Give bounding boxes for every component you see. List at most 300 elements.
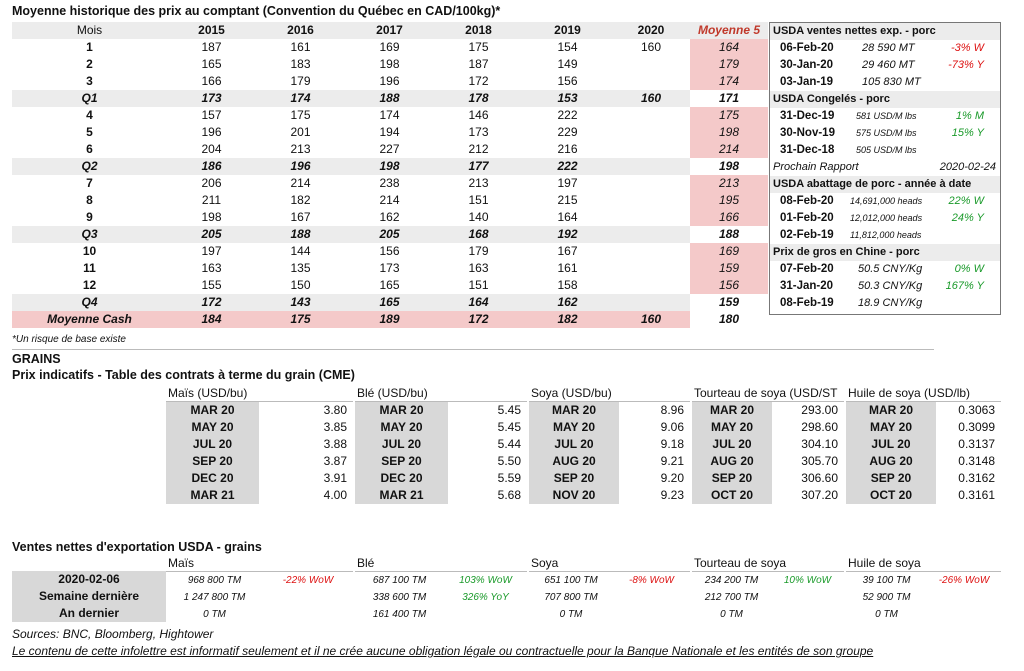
hist-cell: 135: [290, 261, 311, 275]
hist-cell: 196: [379, 74, 400, 88]
exports-label-col: [12, 571, 166, 622]
usda-data-row: [770, 142, 1000, 159]
grain-row: [355, 453, 527, 470]
hist-cell: [612, 107, 690, 124]
export-header: Tourteau de soya: [692, 555, 844, 572]
hist-cell: [612, 209, 690, 226]
hist-cell: 205: [167, 226, 256, 243]
grain-header: Maïs (USD/bu): [166, 385, 353, 402]
export-value: 212 700 TM: [704, 592, 759, 603]
hist-cell: 157: [201, 108, 222, 122]
grain-column: [166, 385, 353, 504]
hist-cell: 214: [290, 176, 311, 190]
next-report-label: Prochain Rapport: [773, 161, 859, 173]
contract-month: JUL 20: [846, 436, 936, 453]
hist-cell: 160: [612, 311, 690, 328]
hist-cell: 198: [379, 57, 400, 71]
usda-data-row: [770, 295, 1000, 312]
usda-data-row: [770, 40, 1000, 57]
hist-row-label: Q2: [12, 158, 167, 175]
hist-cell: 171: [690, 90, 768, 107]
contract-month: MAY 20: [355, 419, 448, 436]
hist-cell: [612, 158, 690, 175]
usda-pork-panel: [769, 22, 1001, 315]
contract-price: 9.23: [660, 488, 684, 502]
grain-row: [692, 436, 844, 453]
contract-month: JUL 20: [166, 436, 259, 453]
hist-row-label: 10: [82, 244, 97, 258]
hist-cell: 198: [690, 158, 768, 175]
hist-cell: 227: [379, 142, 400, 156]
hist-header-cell: Moyenne 5: [690, 22, 768, 39]
hist-cell: 177: [434, 158, 523, 175]
hist-cell: 206: [201, 176, 222, 190]
contract-price: 298.60: [801, 420, 838, 434]
usda-value: 50.3 CNY/Kg: [858, 280, 923, 292]
export-change: 103% WoW: [459, 575, 512, 586]
usda-date: 02-Feb-19: [780, 229, 834, 241]
hist-header-cell: Mois: [12, 22, 167, 39]
hist-header-cell: 2018: [434, 22, 523, 39]
contract-month: MAR 20: [166, 402, 259, 419]
exports-row-label: Semaine dernière: [38, 589, 140, 603]
export-value: 968 800 TM: [187, 575, 242, 586]
hist-cell: 166: [201, 74, 222, 88]
grain-row: [692, 402, 844, 419]
grain-row: [529, 419, 690, 436]
hist-cell: 143: [256, 294, 345, 311]
hist-cell: 173: [468, 125, 489, 139]
hist-cell: 172: [468, 74, 489, 88]
hist-cell: 212: [468, 142, 489, 156]
hist-row: [12, 311, 768, 328]
contract-price: 5.59: [497, 471, 521, 485]
grain-row: [692, 487, 844, 504]
grain-row: [846, 436, 1001, 453]
hist-row-label: Q1: [12, 90, 167, 107]
usda-data-row: [770, 210, 1000, 227]
hist-cell: [612, 226, 690, 243]
export-header: Maïs: [166, 555, 353, 572]
hist-cell: 198: [201, 210, 222, 224]
grain-row: [166, 470, 353, 487]
contract-month: SEP 20: [846, 470, 936, 487]
hist-row-label: 2: [86, 57, 93, 71]
grains-title: GRAINS: [12, 352, 61, 366]
divider: [12, 349, 934, 350]
disclaimer: Le contenu de cette infolettre est informatif seulement et il ne crée aucune obligation légale ou contractuelle pour la Banque Nationale et les entités de son groupe: [12, 644, 874, 658]
usda-value: 50.5 CNY/Kg: [858, 263, 923, 275]
hist-cell: 198: [690, 124, 768, 141]
contract-price: 5.45: [497, 420, 521, 434]
hist-row-label: 7: [86, 176, 93, 190]
hist-row: [12, 294, 768, 311]
usda-change: 15% Y: [951, 127, 984, 139]
hist-cell: 174: [256, 90, 345, 107]
export-row: [529, 606, 690, 623]
export-change: -8% WoW: [629, 575, 674, 586]
hist-cell: 187: [201, 40, 222, 54]
usda-date: 30-Jan-20: [780, 59, 834, 71]
hist-cell: 186: [167, 158, 256, 175]
hist-cell: 182: [523, 311, 612, 328]
exports-title: Ventes nettes d'exportation USDA - grains: [12, 540, 262, 554]
grain-column: [692, 385, 844, 504]
export-row: [846, 606, 1001, 623]
grain-row: [166, 436, 353, 453]
usda-date: 31-Jan-20: [780, 280, 834, 292]
contract-month: MAR 20: [355, 402, 448, 419]
export-row: [166, 606, 353, 623]
contract-price: 9.20: [660, 471, 684, 485]
export-column: [166, 555, 353, 623]
hist-cell: 140: [468, 210, 489, 224]
hist-cell: 146: [468, 108, 489, 122]
hist-row: [12, 209, 768, 226]
contract-month: MAR 20: [529, 402, 619, 419]
hist-row-label: 8: [86, 193, 93, 207]
grain-row: [355, 402, 527, 419]
hist-cell: 159: [690, 294, 768, 311]
next-report-row: [770, 159, 1000, 176]
contract-month: SEP 20: [166, 453, 259, 470]
grain-row: [692, 470, 844, 487]
export-change: -22% WoW: [282, 575, 334, 586]
export-row: [846, 589, 1001, 606]
hist-row: [12, 56, 768, 73]
hist-cell: 214: [690, 141, 768, 158]
contract-price: 9.21: [660, 454, 684, 468]
usda-data-row: [770, 227, 1000, 244]
usda-date: 31-Dec-19: [780, 110, 835, 122]
grain-header: Tourteau de soya (USD/ST: [692, 385, 844, 402]
contract-price: 9.06: [660, 420, 684, 434]
contract-month: DEC 20: [355, 470, 448, 487]
sources: Sources: BNC, Bloomberg, Hightower: [12, 627, 214, 641]
hist-cell: 156: [690, 277, 768, 294]
next-report-date: 2020-02-24: [939, 161, 996, 173]
export-column: [355, 555, 527, 623]
export-row: [355, 606, 527, 623]
hist-row: [12, 243, 768, 260]
export-row: [692, 606, 844, 623]
hist-row-label: 9: [86, 210, 93, 224]
usda-data-row: [770, 74, 1000, 91]
hist-cell: 162: [379, 210, 400, 224]
contract-price: 4.00: [323, 488, 347, 502]
hist-cell: 213: [468, 176, 489, 190]
hist-cell: [612, 175, 690, 192]
grain-row: [529, 453, 690, 470]
contract-month: JUL 20: [529, 436, 619, 453]
contract-price: 306.60: [801, 471, 838, 485]
hist-cell: 154: [557, 40, 578, 54]
hist-cell: 169: [379, 40, 400, 54]
contract-price: 3.87: [323, 454, 347, 468]
hist-row-label: 6: [86, 142, 93, 156]
export-value: 0 TM: [875, 609, 898, 620]
hist-row-label: 12: [82, 278, 97, 292]
hist-cell: 188: [256, 226, 345, 243]
export-value: 707 800 TM: [544, 592, 598, 603]
usda-change: 167% Y: [945, 280, 984, 292]
hist-cell: 167: [557, 244, 578, 258]
hist-row: [12, 107, 768, 124]
grains-subtitle: Prix indicatifs - Table des contrats à terme du grain (CME): [12, 368, 355, 382]
export-header: Blé: [355, 555, 527, 572]
hist-cell: 204: [201, 142, 222, 156]
hist-cell: 144: [290, 244, 311, 258]
grain-header: Soya (USD/bu): [529, 385, 690, 402]
hist-cell: 229: [557, 125, 578, 139]
hist-cell: 172: [434, 311, 523, 328]
hist-row: [12, 141, 768, 158]
contract-month: OCT 20: [846, 487, 936, 504]
usda-section-title: USDA ventes nettes exp. - porc: [770, 23, 1000, 40]
hist-cell: 211: [201, 193, 222, 207]
usda-value: 28 590 MT: [862, 42, 915, 54]
hist-cell: 156: [557, 74, 578, 88]
hist-cell: 164: [434, 294, 523, 311]
usda-value: 505 USD/M lbs: [856, 145, 917, 155]
contract-price: 0.3161: [958, 488, 995, 502]
hist-cell: 197: [557, 176, 578, 190]
usda-change: 22% W: [948, 195, 984, 207]
hist-cell: 174: [379, 108, 400, 122]
export-value: 687 100 TM: [372, 575, 427, 586]
hist-cell: [612, 192, 690, 209]
usda-data-row: [770, 278, 1000, 295]
hist-cell: 188: [690, 226, 768, 243]
hist-row-label: 4: [86, 108, 93, 122]
hist-row: [12, 39, 768, 56]
contract-price: 5.44: [497, 437, 521, 451]
usda-change: 24% Y: [951, 212, 984, 224]
usda-section-title: Prix de gros en Chine - porc: [770, 244, 1000, 261]
grain-row: [529, 436, 690, 453]
usda-data-row: [770, 125, 1000, 142]
grain-row: [355, 419, 527, 436]
hist-cell: 179: [290, 74, 311, 88]
contract-price: 0.3099: [958, 420, 995, 434]
exports-row-label: 2020-02-06: [58, 572, 120, 586]
contract-month: MAY 20: [692, 419, 772, 436]
usda-date: 01-Feb-20: [780, 212, 834, 224]
grain-row: [355, 436, 527, 453]
export-change: 326% YoY: [462, 592, 509, 603]
hist-cell: 222: [557, 108, 578, 122]
hist-cell: 196: [256, 158, 345, 175]
hist-cell: 173: [167, 90, 256, 107]
export-row: [355, 589, 527, 606]
export-header: Huile de soya: [846, 555, 1001, 572]
hist-header-cell: 2015: [167, 22, 256, 39]
grain-row: [846, 419, 1001, 436]
hist-cell: 161: [557, 261, 578, 275]
hist-cell: 175: [690, 107, 768, 124]
contract-month: SEP 20: [692, 470, 772, 487]
usda-value: 11,812,000 heads: [850, 230, 922, 240]
grain-row: [355, 487, 527, 504]
hist-row-label: 11: [83, 261, 96, 275]
contract-price: 0.3162: [958, 471, 995, 485]
export-row: [355, 572, 527, 589]
usda-value: 29 460 MT: [862, 59, 915, 71]
hist-cell: 195: [690, 192, 768, 209]
hist-row: [12, 158, 768, 175]
usda-section-title: USDA abattage de porc - année à date: [770, 176, 1000, 193]
hist-cell: 149: [557, 57, 578, 71]
usda-change: -73% Y: [948, 59, 984, 71]
hist-cell: 192: [523, 226, 612, 243]
contract-price: 8.96: [660, 403, 684, 417]
hist-cell: [612, 124, 690, 141]
contract-price: 3.91: [323, 471, 347, 485]
hist-row-label: 3: [86, 74, 93, 88]
contract-month: OCT 20: [692, 487, 772, 504]
usda-value: 14,691,000 heads: [850, 196, 923, 206]
export-value: 0 TM: [559, 609, 583, 620]
hist-cell: 153: [523, 90, 612, 107]
hist-cell: 188: [345, 90, 434, 107]
hist-row-label: 5: [86, 125, 93, 139]
export-value: 39 100 TM: [862, 575, 911, 586]
usda-date: 07-Feb-20: [780, 263, 834, 275]
hist-cell: 179: [690, 56, 768, 73]
hist-cell: 164: [557, 210, 578, 224]
contract-month: MAR 20: [692, 402, 772, 419]
grain-row: [692, 419, 844, 436]
hist-cell: 161: [290, 40, 311, 54]
contract-month: DEC 20: [166, 470, 259, 487]
hist-cell: 159: [690, 260, 768, 277]
hist-cell: 187: [468, 57, 489, 71]
hist-row-label: 1: [86, 40, 93, 54]
export-row: [529, 589, 690, 606]
hist-cell: 151: [468, 193, 489, 207]
usda-change: 0% W: [954, 263, 984, 275]
hist-cell: 174: [690, 73, 768, 90]
hist-cell: 156: [379, 244, 400, 258]
export-row: [166, 572, 353, 589]
hist-cell: 213: [290, 142, 311, 156]
hist-cell: 175: [468, 40, 489, 54]
usda-value: 575 USD/M lbs: [856, 128, 917, 138]
export-value: 234 200 TM: [704, 575, 759, 586]
hist-cell: 167: [290, 210, 311, 224]
export-value: 338 600 TM: [372, 592, 427, 603]
contract-month: AUG 20: [692, 453, 772, 470]
usda-data-row: [770, 193, 1000, 210]
grain-row: [166, 453, 353, 470]
hist-cell: 160: [612, 90, 690, 107]
hist-cell: 214: [379, 193, 400, 207]
export-value: 52 900 TM: [862, 592, 911, 603]
grain-row: [166, 402, 353, 419]
usda-value: 581 USD/M lbs: [856, 111, 917, 121]
hist-title: Moyenne historique des prix au comptant (Convention du Québec en CAD/100kg)*: [12, 4, 501, 18]
contract-price: 3.88: [323, 437, 347, 451]
hist-cell: 205: [345, 226, 434, 243]
contract-month: MAR 20: [846, 402, 936, 419]
usda-change: -3% W: [951, 42, 984, 54]
hist-cell: 165: [345, 294, 434, 311]
hist-cell: [612, 73, 690, 90]
contract-price: 9.18: [660, 437, 684, 451]
grain-row: [166, 487, 353, 504]
usda-date: 06-Feb-20: [780, 42, 834, 54]
contract-month: SEP 20: [355, 453, 448, 470]
hist-cell: 160: [640, 40, 662, 54]
export-row: [692, 572, 844, 589]
hist-cell: 179: [468, 244, 489, 258]
hist-cell: 183: [290, 57, 311, 71]
grain-row: [355, 470, 527, 487]
export-change: 10% WoW: [783, 575, 832, 586]
hist-cell: [612, 141, 690, 158]
hist-cell: 197: [201, 244, 222, 258]
hist-row: [12, 192, 768, 209]
grain-row: [692, 453, 844, 470]
hist-cell: 222: [523, 158, 612, 175]
grain-row: [166, 419, 353, 436]
contract-price: 3.85: [323, 420, 347, 434]
hist-cell: 189: [345, 311, 434, 328]
hist-cell: 215: [557, 193, 578, 207]
usda-date: 30-Nov-19: [780, 127, 835, 139]
hist-header-cell: 2016: [256, 22, 345, 39]
hist-cell: 182: [290, 193, 311, 207]
hist-row-label: Q4: [12, 294, 167, 311]
hist-footnote: *Un risque de base existe: [12, 334, 126, 345]
exports-row-label: An dernier: [58, 606, 119, 620]
hist-cell: 201: [290, 125, 311, 139]
hist-row-label: Q3: [12, 226, 167, 243]
grain-column: [355, 385, 527, 504]
export-row: [692, 589, 844, 606]
hist-cell: 158: [557, 278, 578, 292]
hist-cell: 165: [201, 57, 222, 71]
usda-date: 08-Feb-19: [780, 297, 834, 309]
contract-month: MAY 20: [166, 419, 259, 436]
hist-header-cell: 2020: [612, 22, 690, 39]
hist-cell: [612, 56, 690, 73]
hist-cell: 172: [167, 294, 256, 311]
usda-section-title: USDA Congelés - porc: [770, 91, 1000, 108]
grain-row: [846, 402, 1001, 419]
contract-month: MAR 21: [166, 487, 259, 504]
hist-row: [12, 277, 768, 294]
usda-data-row: [770, 57, 1000, 74]
usda-date: 03-Jan-19: [780, 76, 834, 88]
grain-column: [529, 385, 690, 504]
grain-row: [846, 453, 1001, 470]
grain-row: [529, 470, 690, 487]
hist-cell: 178: [434, 90, 523, 107]
hist-row: [12, 73, 768, 90]
hist-row: [12, 260, 768, 277]
usda-data-row: [770, 108, 1000, 125]
contract-price: 0.3148: [958, 454, 995, 468]
hist-cell: 163: [201, 261, 222, 275]
grain-header: Blé (USD/bu): [355, 385, 527, 402]
hist-row: [12, 226, 768, 243]
hist-cell: 150: [290, 278, 311, 292]
contract-month: AUG 20: [846, 453, 936, 470]
hist-cell: 155: [201, 278, 222, 292]
contract-price: 305.70: [801, 454, 838, 468]
contract-price: 0.3137: [958, 437, 995, 451]
